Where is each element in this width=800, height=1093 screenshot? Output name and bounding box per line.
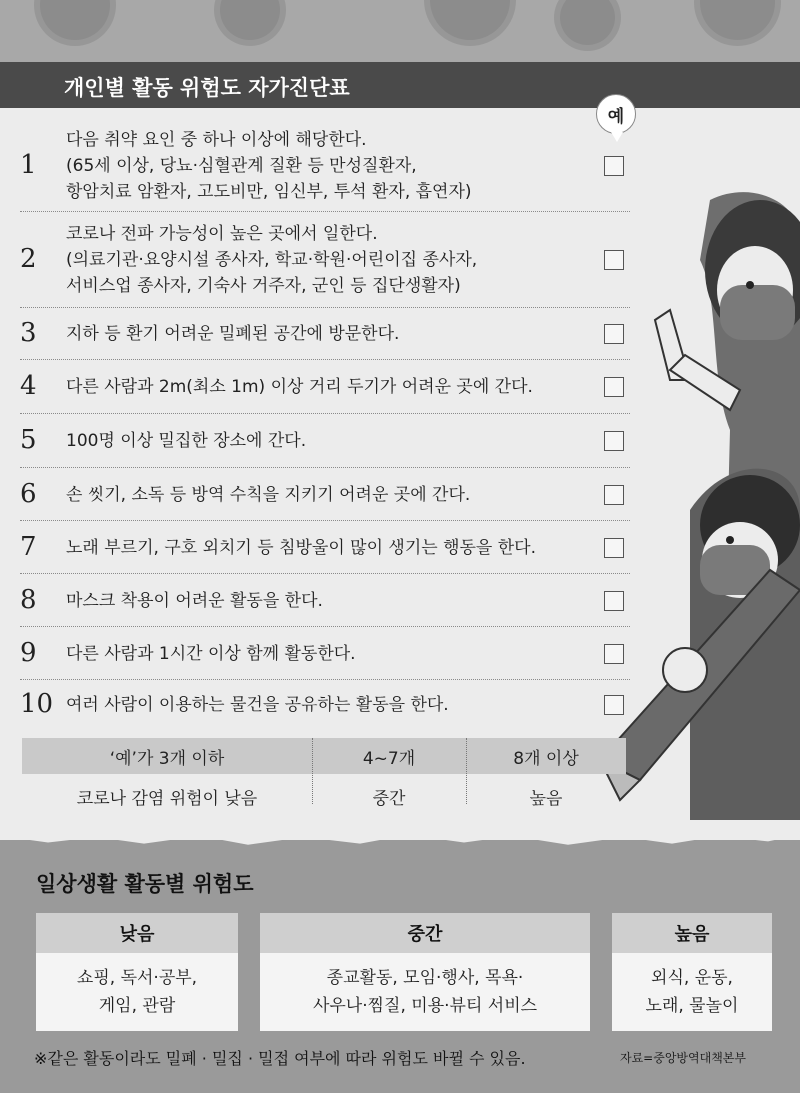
row-text-line: 지하 등 환기 어려운 밀폐된 공간에 방문한다.: [66, 324, 400, 344]
row-text-line: 노래 부르기, 구호 외치기 등 침방울이 많이 생기는 행동을 한다.: [66, 538, 536, 558]
checklist-row: [20, 680, 630, 730]
checklist-row: [20, 521, 630, 574]
row-number: 5: [20, 425, 37, 455]
row-text-line: 100명 이상 밀집한 장소에 간다.: [66, 431, 307, 451]
source-credit: 자료=중앙방역대책본부: [620, 1051, 746, 1065]
virus-icon: [430, 0, 510, 40]
row-text: [66, 692, 449, 718]
category-mid-examples: [260, 953, 590, 1031]
row-text-line: 다음 취약 요인 중 하나 이상에 해당한다.: [66, 130, 367, 150]
row-text-line: 마스크 착용이 어려운 활동을 한다.: [66, 591, 323, 611]
yes-column-label: 예: [596, 94, 636, 134]
row-text-line: 다른 사람과 1시간 이상 함께 활동한다.: [66, 644, 356, 664]
yes-checkbox[interactable]: [604, 324, 624, 344]
category-low: [36, 913, 238, 1031]
legend-level-high: 높음: [529, 789, 563, 809]
category-mid: [260, 913, 590, 1031]
category-mid-line: 종교활동, 모임·행사, 목욕·: [326, 968, 524, 988]
row-text: [66, 221, 477, 299]
row-number: 1: [20, 150, 37, 180]
row-text: [66, 428, 306, 454]
yes-checkbox[interactable]: [604, 431, 624, 451]
checklist-row: [20, 574, 630, 627]
yes-checkbox[interactable]: [604, 644, 624, 664]
row-number: 9: [20, 638, 37, 668]
row-text: [66, 127, 472, 205]
row-text: [66, 641, 356, 667]
category-high-label: 높음: [612, 913, 772, 953]
legend-divider: [312, 738, 313, 804]
yes-checkbox[interactable]: [604, 591, 624, 611]
row-text-line: 코로나 전파 가능성이 높은 곳에서 일한다.: [66, 224, 378, 244]
category-low-line: 게임, 관람: [98, 996, 176, 1016]
row-number: 8: [20, 585, 37, 615]
row-text-line: 서비스업 종사자, 기숙사 거주자, 군인 등 집단생활자): [66, 276, 461, 296]
yes-checkbox[interactable]: [604, 485, 624, 505]
virus-icon: [40, 0, 110, 40]
risk-legend-table: [22, 738, 626, 814]
category-low-examples: [36, 953, 238, 1031]
category-low-label: 낮음: [36, 913, 238, 953]
legend-level-low: 코로나 감염 위험이 낮음: [76, 789, 258, 809]
category-low-line: 쇼핑, 독서·공부,: [76, 968, 198, 988]
row-text-line: 항암치료 암환자, 고도비만, 임신부, 투석 환자, 흡연자): [66, 182, 472, 202]
legend-count-high: 8개 이상: [513, 749, 579, 769]
yes-checkbox[interactable]: [604, 156, 624, 176]
category-mid-line: 사우나·찜질, 미용·뷰티 서비스: [312, 996, 538, 1016]
legend-level-mid: 중간: [372, 789, 406, 809]
virus-icon: [560, 0, 615, 45]
row-text-line: (의료기관·요양시설 종사자, 학교·학원·어린이집 종사자,: [66, 250, 478, 270]
checklist-row: [20, 360, 630, 414]
top-texture-band: [0, 0, 800, 62]
row-text: [66, 374, 533, 400]
row-text: [66, 588, 323, 614]
row-text-line: 여러 사람이 이용하는 물건을 공유하는 활동을 한다.: [66, 695, 449, 715]
yes-checkbox[interactable]: [604, 377, 624, 397]
checklist-row: [20, 468, 630, 521]
yes-checkbox[interactable]: [604, 538, 624, 558]
category-high: [612, 913, 772, 1031]
virus-icon: [700, 0, 775, 40]
row-text: [66, 535, 536, 561]
row-text: [66, 482, 470, 508]
checklist-row: [20, 212, 630, 308]
checklist-row: [20, 627, 630, 680]
checklist-row: [20, 414, 630, 468]
row-number: 4: [20, 371, 37, 401]
checklist-row: [20, 120, 630, 212]
category-high-examples: [612, 953, 772, 1031]
people-pointing-illustration: [600, 180, 800, 820]
legend-divider: [466, 738, 467, 804]
row-number: 7: [20, 532, 37, 562]
page-title: 개인별 활동 위험도 자가진단표: [64, 76, 350, 100]
category-high-line: 외식, 운동,: [651, 968, 733, 988]
yes-checkbox[interactable]: [604, 250, 624, 270]
category-mid-label: 중간: [260, 913, 590, 953]
activities-section-title: 일상생활 활동별 위험도: [36, 872, 254, 896]
legend-count-mid: 4~7개: [362, 749, 416, 769]
virus-icon: [220, 0, 280, 40]
row-number: 10: [20, 689, 54, 719]
checklist-row: [20, 308, 630, 360]
row-number: 2: [20, 244, 37, 274]
row-text-line: (65세 이상, 당뇨·심혈관계 질환 등 만성질환자,: [66, 156, 417, 176]
yes-checkbox[interactable]: [604, 695, 624, 715]
legend-count-low: ‘예’가 3개 이하: [109, 749, 225, 769]
row-number: 3: [20, 318, 37, 348]
category-high-line: 노래, 물놀이: [645, 996, 739, 1016]
footnote: ※같은 활동이라도 밀폐 · 밀집 · 밀접 여부에 따라 위험도 바뀔 수 있음.: [34, 1049, 526, 1068]
row-text: [66, 321, 399, 347]
row-number: 6: [20, 479, 37, 509]
row-text-line: 손 씻기, 소독 등 방역 수칙을 지키기 어려운 곳에 간다.: [66, 485, 471, 505]
row-text-line: 다른 사람과 2m(최소 1m) 이상 거리 두기가 어려운 곳에 간다.: [66, 377, 533, 397]
